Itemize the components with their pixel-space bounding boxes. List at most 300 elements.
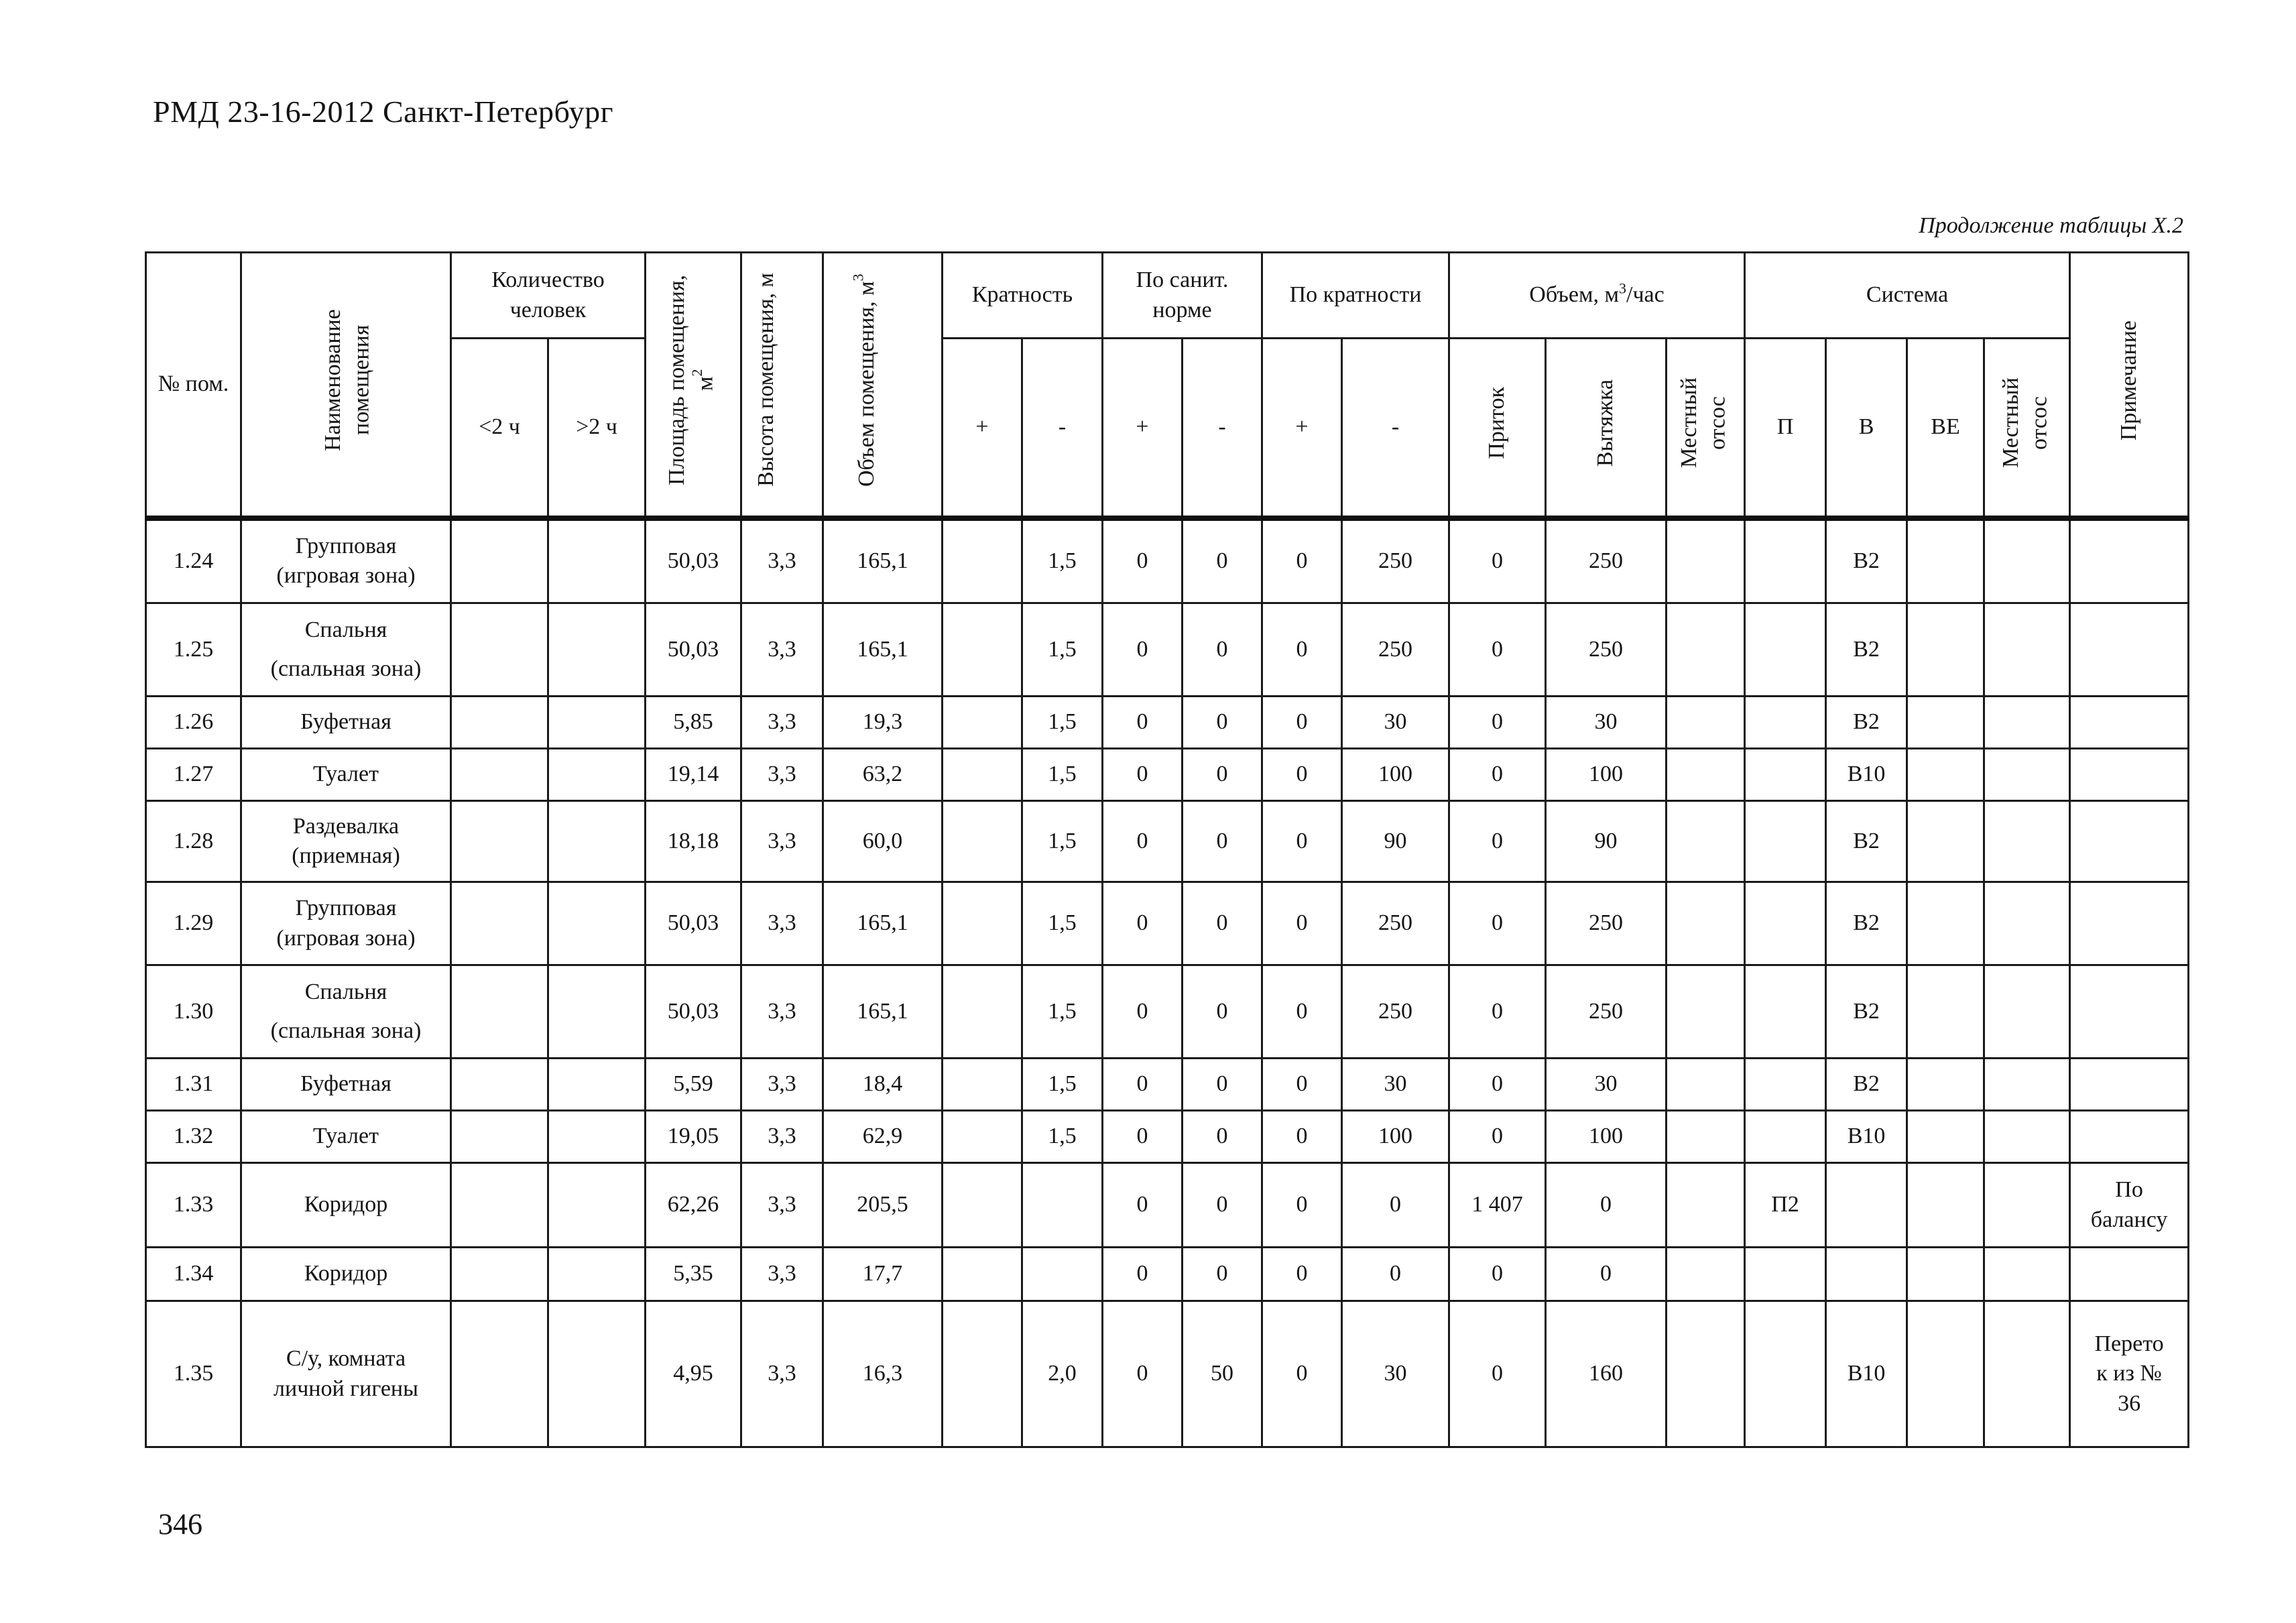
cell-sys-ve: [1907, 603, 1984, 697]
cell-volume: [823, 1059, 943, 1111]
room-name-line: (спальная зона): [270, 656, 422, 681]
krat-plus-value: 0: [1296, 828, 1308, 853]
cell-people-lt2: [451, 801, 548, 882]
rate-minus-value: 2,0: [1048, 1361, 1077, 1386]
cell-san-plus: [1103, 1248, 1183, 1301]
cell-room-no: [146, 882, 241, 965]
col-volume: [823, 253, 943, 518]
cell-height: [741, 697, 823, 749]
cell-volume: [823, 749, 943, 801]
col-room-name-label: Наименование помещения: [320, 309, 374, 452]
cell-krat-minus: [1342, 801, 1449, 882]
cell-sys-ve: [1907, 1111, 1984, 1163]
col-area-label: [663, 269, 723, 491]
cell-krat-minus: [1342, 1111, 1449, 1163]
area-value: 62,26: [667, 1192, 719, 1217]
rate-minus-value: 1,5: [1048, 762, 1077, 787]
col-room-name: [241, 253, 451, 518]
cell-supply: [1449, 1111, 1546, 1163]
cell-sys-p: [1745, 1301, 1826, 1447]
cell-sys-p: [1745, 603, 1826, 697]
cell-people-gt2: [548, 518, 646, 603]
cell-supply: [1449, 801, 1546, 882]
col-exhaust: [1546, 339, 1667, 518]
cell-sys-v: [1826, 1163, 1907, 1248]
col-sys-local-label: Местный отсос: [1998, 377, 2052, 469]
cell-san-minus: [1183, 801, 1262, 882]
exhaust-value: 0: [1600, 1192, 1612, 1217]
cell-local-exhaust: [1667, 965, 1745, 1059]
cell-volume: [823, 1248, 943, 1301]
supply-value: 0: [1492, 828, 1504, 853]
note-line: балансу: [2090, 1207, 2168, 1232]
height-value: 3,3: [768, 910, 796, 936]
krat-plus-value: 0: [1296, 910, 1308, 936]
cell-area: [646, 801, 741, 882]
room-name-line: (приемная): [292, 843, 400, 868]
cell-height: [741, 518, 823, 603]
cell-note: [2070, 603, 2189, 697]
col-area-text: Площадь помещения, м: [664, 275, 718, 486]
exhaust-value: 0: [1600, 1261, 1612, 1286]
col-air-volume-tail: /час: [1626, 282, 1665, 308]
cell-supply: [1449, 965, 1546, 1059]
cell-supply: [1449, 518, 1546, 603]
volume-value: 165,1: [857, 998, 908, 1024]
table-body: [146, 518, 2189, 1447]
krat-plus-value: 0: [1296, 1192, 1308, 1217]
cell-sys-p: [1745, 697, 1826, 749]
cell-people-lt2: [451, 1301, 548, 1447]
cell-room-no: [146, 965, 241, 1059]
room-name-line: Спальня: [304, 979, 387, 1005]
table-row: [146, 965, 2189, 1059]
cell-people-gt2: [548, 1301, 646, 1447]
cell-note: [2070, 518, 2189, 603]
supply-value: 0: [1492, 762, 1504, 787]
cell-sys-p: [1745, 801, 1826, 882]
cell-exhaust: [1546, 965, 1667, 1059]
san-plus-value: 0: [1136, 828, 1148, 853]
cell-note: [2070, 801, 2189, 882]
cell-volume: [823, 1163, 943, 1248]
cell-rate-minus: [1022, 882, 1103, 965]
cell-people-gt2: [548, 801, 646, 882]
krat-minus-value: 100: [1378, 762, 1412, 787]
col-rate: [943, 253, 1103, 339]
supply-value: 0: [1492, 709, 1504, 735]
cell-exhaust: [1546, 518, 1667, 603]
sys-v-value: В2: [1853, 709, 1880, 735]
table-row: [146, 882, 2189, 965]
san-plus-value: 0: [1136, 1361, 1148, 1386]
cell-rate-minus: [1022, 1301, 1103, 1447]
cell-area: [646, 749, 741, 801]
room-name-line: Туалет: [313, 1124, 379, 1149]
area-value: 5,85: [673, 709, 713, 735]
cell-sys-p: [1745, 965, 1826, 1059]
col-sys-ve: [1907, 339, 1984, 518]
continuation-note: Продолжение таблицы X.2: [1919, 213, 2183, 238]
room-no-value: 1.28: [173, 828, 214, 853]
san-minus-value: 0: [1216, 910, 1228, 936]
cell-sys-v: [1826, 801, 1907, 882]
col-height: [741, 253, 823, 518]
cell-local-exhaust: [1667, 882, 1745, 965]
cell-sys-ve: [1907, 749, 1984, 801]
cell-rate-plus: [943, 1111, 1022, 1163]
cell-krat-minus: [1342, 518, 1449, 603]
volume-value: 63,2: [862, 762, 903, 787]
cell-sys-p: [1745, 1111, 1826, 1163]
cell-people-lt2: [451, 1163, 548, 1248]
supply-value: 0: [1492, 910, 1504, 936]
table-row: [146, 1111, 2189, 1163]
cell-krat-minus: [1342, 1301, 1449, 1447]
cell-krat-plus: [1262, 1111, 1342, 1163]
note-line: Перето: [2094, 1331, 2164, 1357]
cell-room-name: [241, 1111, 451, 1163]
cell-sys-local: [1984, 603, 2070, 697]
cell-sys-v: [1826, 697, 1907, 749]
cell-rate-minus: [1022, 697, 1103, 749]
col-san-minus: [1183, 339, 1262, 518]
san-minus-value: 0: [1216, 1071, 1228, 1097]
san-minus-value: 0: [1216, 762, 1228, 787]
room-name-line: (игровая зона): [276, 925, 416, 951]
cell-san-plus: [1103, 1059, 1183, 1111]
col-sys-p: [1745, 339, 1826, 518]
note-line: к из №: [2096, 1361, 2162, 1386]
cell-volume: [823, 801, 943, 882]
san-minus-value: 0: [1216, 828, 1228, 853]
cell-local-exhaust: [1667, 518, 1745, 603]
cell-rate-plus: [943, 1059, 1022, 1111]
cell-rate-plus: [943, 965, 1022, 1059]
cell-height: [741, 1248, 823, 1301]
cell-people-gt2: [548, 603, 646, 697]
cell-people-gt2: [548, 965, 646, 1059]
krat-minus-value: 0: [1390, 1192, 1401, 1217]
cell-sys-p: [1745, 1248, 1826, 1301]
col-air-volume-sup: 3: [1619, 280, 1627, 298]
room-no-value: 1.26: [173, 709, 214, 735]
cell-san-plus: [1103, 1111, 1183, 1163]
san-minus-value: 0: [1216, 1192, 1228, 1217]
col-sys-v: [1826, 339, 1907, 518]
cell-people-gt2: [548, 749, 646, 801]
cell-local-exhaust: [1667, 603, 1745, 697]
cell-rate-minus: [1022, 603, 1103, 697]
cell-rate-plus: [943, 1163, 1022, 1248]
cell-san-minus: [1183, 1111, 1262, 1163]
col-people-lt2: [451, 339, 548, 518]
san-plus-value: 0: [1136, 1124, 1148, 1149]
table-row: [146, 1059, 2189, 1111]
col-krat-plus: [1262, 339, 1342, 518]
col-exhaust-label: Вытяжка: [1593, 379, 1618, 467]
cell-sys-v: [1826, 1301, 1907, 1447]
cell-sys-p: [1745, 1163, 1826, 1248]
cell-sys-ve: [1907, 965, 1984, 1059]
cell-sys-local: [1984, 518, 2070, 603]
cell-sys-ve: [1907, 801, 1984, 882]
supply-value: 1 407: [1471, 1192, 1523, 1217]
room-name-line: (спальная зона): [270, 1018, 422, 1043]
room-name-line: Коридор: [304, 1261, 388, 1286]
cell-room-name: [241, 965, 451, 1059]
cell-rate-plus: [943, 697, 1022, 749]
san-minus-value: 0: [1216, 636, 1228, 662]
cell-rate-minus: [1022, 749, 1103, 801]
cell-rate-plus: [943, 518, 1022, 603]
volume-value: 19,3: [862, 709, 903, 735]
table-row: [146, 801, 2189, 882]
cell-krat-plus: [1262, 1301, 1342, 1447]
room-name-line: (игровая зона): [276, 563, 416, 589]
krat-plus-value: 0: [1296, 1124, 1308, 1149]
area-value: 18,18: [667, 828, 719, 853]
cell-sys-p: [1745, 518, 1826, 603]
cell-rate-minus: [1022, 1248, 1103, 1301]
cell-area: [646, 1248, 741, 1301]
room-no-value: 1.30: [173, 998, 214, 1024]
cell-krat-plus: [1262, 1248, 1342, 1301]
sys-v-value: В2: [1853, 998, 1880, 1024]
exhaust-value: 160: [1589, 1361, 1624, 1386]
cell-local-exhaust: [1667, 1301, 1745, 1447]
cell-people-lt2: [451, 882, 548, 965]
height-value: 3,3: [768, 548, 796, 574]
san-plus-value: 0: [1136, 548, 1148, 574]
krat-plus-value: 0: [1296, 998, 1308, 1024]
volume-value: 17,7: [862, 1261, 903, 1286]
krat-plus-value: 0: [1296, 1261, 1308, 1286]
krat-minus-value: 30: [1384, 1071, 1407, 1097]
cell-sys-local: [1984, 1301, 2070, 1447]
exhaust-value: 250: [1589, 636, 1624, 662]
krat-minus-value: 30: [1384, 709, 1407, 735]
col-local-exhaust-label: Местный отсос: [1677, 377, 1730, 469]
exhaust-value: 250: [1589, 910, 1624, 936]
cell-san-minus: [1183, 965, 1262, 1059]
supply-value: 0: [1492, 548, 1504, 574]
san-minus-value: 0: [1216, 548, 1228, 574]
sys-v-value: В10: [1847, 1124, 1886, 1149]
cell-people-lt2: [451, 1111, 548, 1163]
page-number: 346: [158, 1508, 202, 1541]
cell-volume: [823, 1111, 943, 1163]
cell-sys-local: [1984, 801, 2070, 882]
san-minus-value: 50: [1211, 1361, 1233, 1386]
cell-room-name: [241, 882, 451, 965]
san-plus-value: 0: [1136, 998, 1148, 1024]
cell-sys-local: [1984, 1163, 2070, 1248]
sys-v-value: В2: [1853, 548, 1880, 574]
cell-height: [741, 1111, 823, 1163]
cell-exhaust: [1546, 1248, 1667, 1301]
col-rate-minus: [1022, 339, 1103, 518]
cell-san-minus: [1183, 749, 1262, 801]
height-value: 3,3: [768, 998, 796, 1024]
cell-height: [741, 965, 823, 1059]
col-krat-plus-label: +: [1295, 414, 1309, 440]
area-value: 19,05: [667, 1124, 719, 1149]
cell-area: [646, 603, 741, 697]
note-line: 36: [2118, 1390, 2141, 1416]
col-by-rate-label: По кратности: [1289, 282, 1422, 308]
cell-sys-v: [1826, 749, 1907, 801]
col-remark: [2070, 253, 2189, 518]
col-san-plus: [1103, 339, 1183, 518]
krat-minus-value: 100: [1378, 1124, 1412, 1149]
table-row: [146, 518, 2189, 603]
cell-sys-v: [1826, 518, 1907, 603]
cell-rate-minus: [1022, 801, 1103, 882]
cell-local-exhaust: [1667, 1248, 1745, 1301]
cell-note: [2070, 882, 2189, 965]
cell-sys-v: [1826, 965, 1907, 1059]
rate-minus-value: 1,5: [1048, 910, 1077, 936]
cell-rate-plus: [943, 882, 1022, 965]
cell-exhaust: [1546, 1059, 1667, 1111]
col-local-exhaust: [1667, 339, 1745, 518]
san-plus-value: 0: [1136, 1192, 1148, 1217]
room-name-line: Групповая: [295, 534, 397, 559]
san-minus-value: 0: [1216, 709, 1228, 735]
height-value: 3,3: [768, 1261, 796, 1286]
area-value: 5,35: [673, 1261, 713, 1286]
cell-san-minus: [1183, 1163, 1262, 1248]
cell-san-plus: [1103, 518, 1183, 603]
room-no-value: 1.24: [173, 548, 214, 574]
cell-krat-plus: [1262, 603, 1342, 697]
cell-height: [741, 882, 823, 965]
cell-room-name: [241, 749, 451, 801]
cell-krat-plus: [1262, 518, 1342, 603]
cell-room-no: [146, 1248, 241, 1301]
supply-value: 0: [1492, 636, 1504, 662]
cell-area: [646, 697, 741, 749]
cell-sys-local: [1984, 965, 2070, 1059]
col-air-volume: [1449, 253, 1745, 339]
height-value: 3,3: [768, 636, 796, 662]
room-no-value: 1.33: [173, 1192, 214, 1217]
cell-people-gt2: [548, 697, 646, 749]
cell-volume: [823, 697, 943, 749]
cell-people-gt2: [548, 882, 646, 965]
height-value: 3,3: [768, 1124, 796, 1149]
cell-sys-ve: [1907, 1248, 1984, 1301]
col-by-sanit-norm: [1103, 253, 1262, 339]
cell-height: [741, 603, 823, 697]
krat-plus-value: 0: [1296, 1071, 1308, 1097]
cell-area: [646, 882, 741, 965]
cell-san-minus: [1183, 882, 1262, 965]
volume-value: 165,1: [857, 548, 908, 574]
volume-value: 16,3: [862, 1361, 903, 1386]
col-sys-ve-label: ВЕ: [1931, 414, 1960, 440]
cell-san-plus: [1103, 749, 1183, 801]
cell-supply: [1449, 749, 1546, 801]
cell-volume: [823, 518, 943, 603]
col-remark-label: Примечание: [2116, 320, 2141, 440]
rate-minus-value: 1,5: [1048, 636, 1077, 662]
cell-exhaust: [1546, 1111, 1667, 1163]
room-name-line: Буфетная: [300, 709, 391, 735]
cell-local-exhaust: [1667, 1111, 1745, 1163]
cell-sys-ve: [1907, 1163, 1984, 1248]
cell-sys-v: [1826, 882, 1907, 965]
cell-room-no: [146, 801, 241, 882]
cell-note: [2070, 1248, 2189, 1301]
cell-area: [646, 518, 741, 603]
cell-rate-plus: [943, 749, 1022, 801]
col-people-gt2: [548, 339, 646, 518]
cell-note: [2070, 697, 2189, 749]
cell-note: [2070, 749, 2189, 801]
height-value: 3,3: [768, 1071, 796, 1097]
col-san-plus-label: +: [1136, 414, 1149, 440]
cell-local-exhaust: [1667, 697, 1745, 749]
san-minus-value: 0: [1216, 998, 1228, 1024]
room-name-line: Коридор: [304, 1192, 388, 1217]
cell-exhaust: [1546, 1301, 1667, 1447]
exhaust-value: 100: [1589, 762, 1624, 787]
col-system-label: Система: [1866, 282, 1949, 308]
san-plus-value: 0: [1136, 910, 1148, 936]
cell-krat-minus: [1342, 965, 1449, 1059]
cell-sys-local: [1984, 749, 2070, 801]
cell-san-minus: [1183, 1248, 1262, 1301]
cell-height: [741, 1059, 823, 1111]
col-rate-plus: [943, 339, 1022, 518]
room-no-value: 1.31: [173, 1071, 214, 1097]
san-plus-value: 0: [1136, 636, 1148, 662]
supply-value: 0: [1492, 1361, 1504, 1386]
cell-room-name: [241, 518, 451, 603]
cell-sys-local: [1984, 882, 2070, 965]
cell-rate-minus: [1022, 1163, 1103, 1248]
cell-room-no: [146, 1301, 241, 1447]
table-row: [146, 1301, 2189, 1447]
room-name-line: личной гигены: [274, 1376, 418, 1401]
supply-value: 0: [1492, 1071, 1504, 1097]
cell-height: [741, 801, 823, 882]
table-row: [146, 1163, 2189, 1248]
col-area: [646, 253, 741, 518]
cell-rate-plus: [943, 801, 1022, 882]
cell-sys-ve: [1907, 882, 1984, 965]
cell-sys-local: [1984, 1111, 2070, 1163]
cell-krat-plus: [1262, 749, 1342, 801]
volume-value: 62,9: [862, 1124, 903, 1149]
col-area-sup: 2: [688, 369, 706, 377]
rate-minus-value: 1,5: [1048, 709, 1077, 735]
krat-plus-value: 0: [1296, 636, 1308, 662]
room-no-value: 1.34: [173, 1261, 214, 1286]
room-no-value: 1.29: [173, 910, 214, 936]
cell-krat-plus: [1262, 965, 1342, 1059]
sys-v-value: В10: [1847, 1361, 1886, 1386]
col-volume-text: Объем помещения, м: [853, 281, 879, 487]
col-volume-sup: 3: [849, 274, 867, 282]
cell-san-minus: [1183, 518, 1262, 603]
table-row: [146, 1248, 2189, 1301]
cell-krat-minus: [1342, 749, 1449, 801]
col-people-gt2-label: >2 ч: [576, 414, 617, 440]
cell-supply: [1449, 1301, 1546, 1447]
